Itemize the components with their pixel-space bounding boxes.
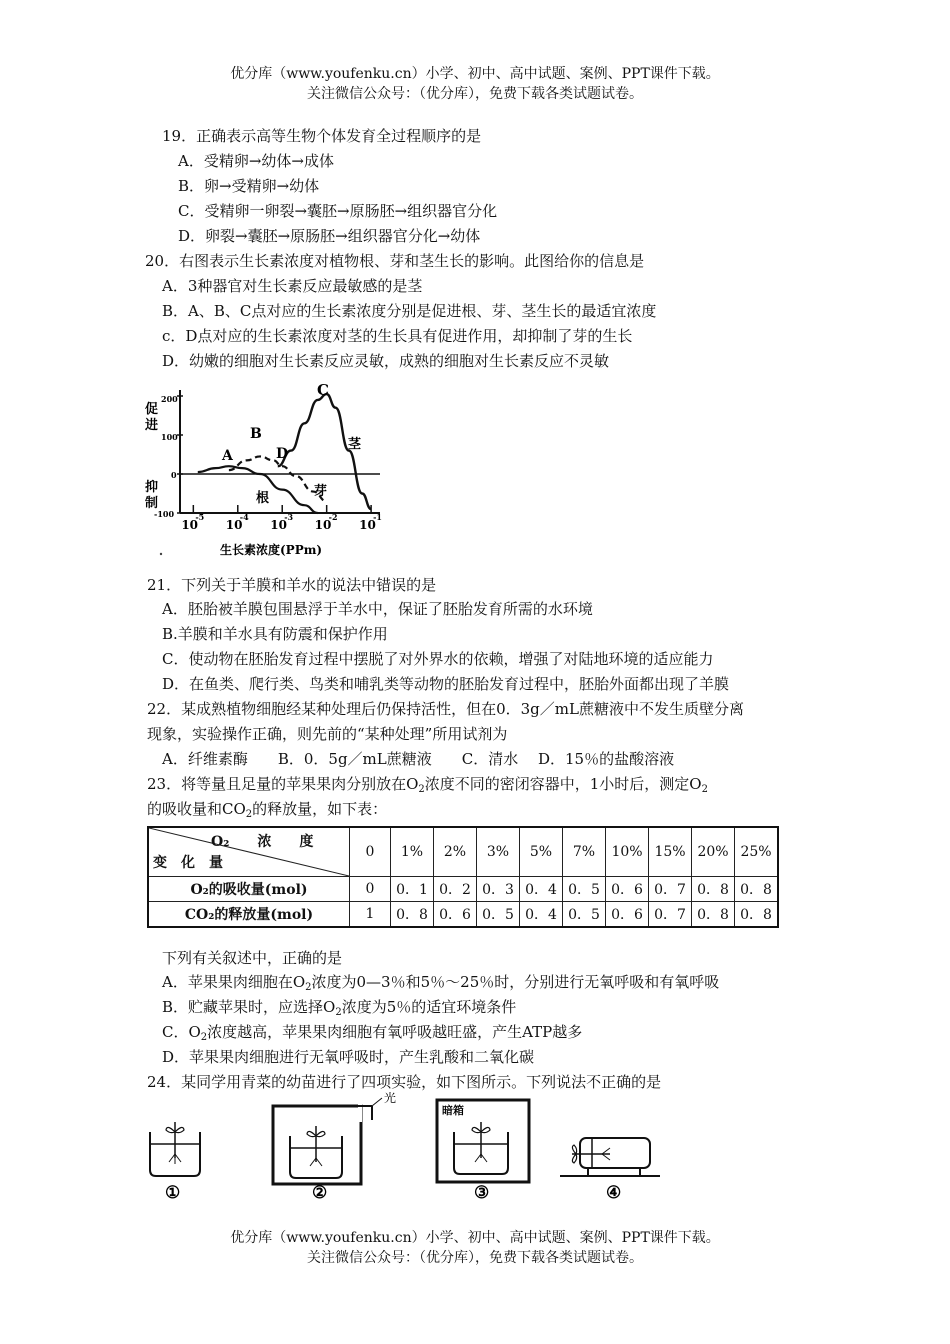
q20-option-b: B．A、B、C点对应的生长素浓度分别是促进根、芽、茎生长的最适宜浓度 [162,302,657,320]
cell: 0．7 [649,902,692,928]
q19-stem: 19．正确表示高等生物个体发育全过程顺序的是 [162,127,482,145]
q24-figures [140,1092,700,1204]
q23-stem-1-pre: 23．将等量且足量的苹果果肉分别放在O [147,775,419,793]
row-label: O₂的吸收量(mol) [148,877,350,902]
q21-option-d: D．在鱼类、爬行类、鸟类和哺乳类等动物的胚胎发育过程中，胚胎外面都出现了羊膜 [162,675,730,693]
x-tick-exponent: -1 [373,512,383,522]
figure-2 [273,1092,396,1203]
q23-b-post: 浓度为5％的适宜环境条件 [341,998,517,1016]
y-tick-0: 0 [171,470,177,480]
speck [160,553,162,555]
col-header: 5% [520,827,563,877]
sub-2: 2 [200,1032,208,1043]
q23-stem-2 [147,799,387,825]
y-label-promote-2: 进 [145,418,159,433]
q24-stem: 24．某同学用青菜的幼苗进行了四项实验，如下图所示。下列说法不正确的是 [147,1073,662,1091]
cell: 1 [350,902,391,928]
table-header-row [148,827,778,877]
y-label-inhibit-2: 制 [145,496,159,511]
col-header: 3% [477,827,520,877]
cell: 0．8 [391,902,434,928]
table-row [148,902,778,928]
q23-option-c [162,1022,582,1048]
x-tick-label: 10 [225,518,243,532]
cell: 0．4 [520,902,563,928]
header-line-1: 优分库（www.youfenku.cn）小学、初中、高中试题、案例、PPT课件下载。 [230,66,720,82]
col-header: 1% [391,827,434,877]
corner-bottom-label: 变 化 量 [153,855,223,871]
x-tick-exponent: -5 [195,512,205,522]
cell: 0．6 [606,902,649,928]
o2-co2-table [147,826,779,928]
darkbox-label: 暗箱 [442,1104,464,1117]
y-tick-neg100: -100 [154,509,175,519]
x-tick-exponent: -3 [284,512,294,522]
cell: 0．3 [477,877,520,902]
cell: 0．1 [391,877,434,902]
q23-stem-2-post: 的释放量，如下表： [252,800,388,818]
x-tick-label: 10 [314,518,332,532]
col-header: 0 [350,827,391,877]
q23-a-post: 浓度为0—3％和5％～25％时，分别进行无氧呼吸和有氧呼吸 [311,973,720,991]
y-tick-100: 100 [161,432,178,442]
sub-2: 2 [305,982,312,993]
sub-2: 2 [701,784,708,795]
cell: 0．5 [477,902,520,928]
x-tick-label: 10 [181,518,199,532]
q22-options: A．纤维素酶 B．0．5g／mL蔗糖液 C．清水 D．15％的盐酸溶液 [162,750,675,768]
q23-lead: 下列有关叙述中，正确的是 [162,949,343,967]
q23-stem-1 [147,774,708,800]
col-header: 2% [434,827,477,877]
table-row [148,877,778,902]
q23-c-pre: C．O [162,1023,201,1041]
figure-1-label: ① [165,1183,181,1203]
q19-option-b: B．卵→受精卵→幼体 [178,177,320,195]
cell: 0．4 [520,877,563,902]
col-header: 15% [649,827,692,877]
q23-stem-1-post: 浓度不同的密闭容器中，1小时后，测定O [424,775,702,793]
row-label: CO₂的释放量(mol) [148,902,350,928]
series-line-bud [229,456,327,501]
cell: 0．8 [692,877,735,902]
cell: 0．6 [606,877,649,902]
box-2 [273,1106,361,1184]
q23-c-post: 浓度越高，苹果果肉细胞有氧呼吸越旺盛，产生ATP越多 [207,1023,583,1041]
x-tick-exponent: -4 [239,512,249,522]
cell: 0．8 [692,902,735,928]
figure-3 [437,1100,529,1203]
figure-1 [150,1122,200,1203]
q23-stem-2-pre: 的吸收量和CO [147,800,246,818]
q19-option-d: D．卵裂→囊胚→原肠胚→组织器官分化→幼体 [178,227,481,245]
q21-option-b: B.羊膜和羊水具有防震和保护作用 [162,625,388,643]
q20-option-d: D．幼嫩的细胞对生长素反应灵敏，成熟的细胞对生长素反应不灵敏 [162,352,610,370]
q23-b-pre: B．贮藏苹果时，应选择O [162,998,336,1016]
sub-2: 2 [245,809,253,820]
point-label-c: C [317,381,329,399]
cell: 0．8 [735,877,779,902]
point-label-b: B [250,426,262,442]
q21-option-c: C．使动物在胚胎发育过程中摆脱了对外界水的依赖，增强了对陆地环境的适应能力 [162,650,714,668]
col-header: 25% [735,827,779,877]
series-label-bud: 芽 [314,484,328,499]
y-label-promote-1: 促 [145,402,159,417]
corner-top-label: O₂ 浓 度 [211,834,314,850]
cell: 0 [350,877,391,902]
q20-option-c: c．D点对应的生长素浓度对茎的生长具有促进作用，却抑制了芽的生长 [162,327,633,345]
q19-option-a: A．受精卵→幼体→成体 [178,152,334,170]
corner-cell [148,827,350,877]
figure-4 [560,1138,660,1203]
series-label-stem: 茎 [348,437,362,452]
figure-3-label: ③ [474,1183,490,1203]
q20-option-a: A．3种器官对生长素反应最敏感的是茎 [162,277,423,295]
cell: 0．7 [649,877,692,902]
series-label-root: 根 [256,491,270,506]
footer-line-1: 优分库（www.youfenku.cn）小学、初中、高中试题、案例、PPT课件下载。 [230,1230,720,1246]
x-tick-exponent: -2 [328,512,338,522]
cell: 0．5 [563,902,606,928]
footer-line-2: 关注微信公众号：（优分库），免费下载各类试题试卷。 [307,1250,643,1266]
q19-option-c: C．受精卵一卵裂→囊胚→原肠胚→组织器官分化 [178,202,498,220]
q20-stem: 20．右图表示生长素浓度对植物根、芽和茎生长的影响。此图给你的信息是 [145,252,645,270]
q23-a-pre: A．苹果果肉细胞在O [162,973,306,991]
cell: 0．8 [735,902,779,928]
q23-option-d: D．苹果果肉细胞进行无氧呼吸时，产生乳酸和二氧化碳 [162,1048,535,1066]
q23-option-a [162,972,719,998]
x-axis-title: 生长素浓度(PPm) [220,543,323,557]
cell: 0．2 [434,877,477,902]
x-tick-label: 10 [359,518,376,532]
x-tick-label: 10 [270,518,287,532]
y-label-inhibit-1: 抑 [145,480,159,495]
col-header: 20% [692,827,735,877]
auxin-chart [140,380,390,560]
q23-option-b [162,997,516,1023]
sub-2: 2 [418,784,425,795]
point-label-d: D [276,446,289,462]
figure-4-label: ④ [606,1183,622,1203]
y-tick-200: 200 [161,394,178,404]
q21-option-a: A．胚胎被羊膜包围悬浮于羊水中，保证了胚胎发育所需的水环境 [162,600,593,618]
figure-2-label: ② [312,1183,328,1203]
point-label-a: A [222,448,233,464]
cell: 0．5 [563,877,606,902]
sub-2: 2 [335,1007,342,1018]
header-line-2: 关注微信公众号：（优分库），免费下载各类试题试卷。 [307,86,643,102]
cell: 0．6 [434,902,477,928]
light-label: 光 [384,1092,397,1105]
container-4 [580,1138,650,1168]
q22-stem-2: 现象，实验操作正确，则先前的“某种处理”所用试剂为 [147,725,508,743]
col-header: 10% [606,827,649,877]
col-header: 7% [563,827,606,877]
q22-stem-1: 22．某成熟植物细胞经某种处理后仍保持活性，但在0．3g／mL蔗糖液中不发生质壁分离 [147,700,744,718]
q21-stem: 21．下列关于羊膜和羊水的说法中错误的是 [147,576,437,594]
